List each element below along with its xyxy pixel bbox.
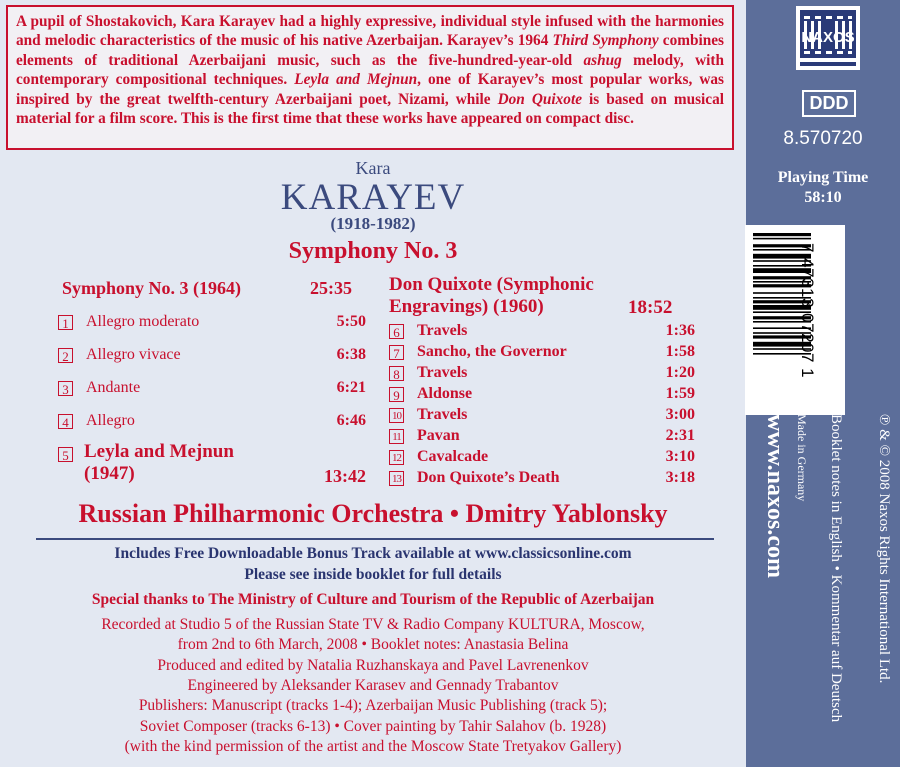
- album-title: Symphony No. 3: [288, 238, 458, 264]
- left-work-title: Symphony No. 3 (1964): [62, 278, 242, 298]
- track-row: [389, 448, 695, 468]
- right-work-duration: 18:52: [628, 297, 673, 318]
- track-row: [58, 379, 366, 399]
- bonus-line-1: Includes Free Downloadable Bonus Track available at www.classicsonline.com: [114, 545, 632, 562]
- credit-line: Recorded at Studio 5 of the Russian State TV & Radio Company KULTURA, Moscow,: [101, 616, 645, 633]
- track-row: [389, 364, 695, 384]
- track-duration: 5:50: [336, 313, 366, 330]
- track-duration: 1:20: [665, 364, 695, 381]
- credit-line: from 2nd to 6th March, 2008 • Booklet notes: Anastasia Belina: [177, 636, 569, 654]
- left-work-duration: 25:35: [310, 278, 352, 298]
- copyright-line: ℗ & © 2008 Naxos Rights International Ltd.: [876, 414, 892, 684]
- track-duration: 2:31: [665, 427, 695, 444]
- track-number: 8: [389, 366, 404, 381]
- composer-dates: (1918-1982): [330, 214, 416, 233]
- track-row: [58, 313, 366, 333]
- track-duration: 6:21: [336, 379, 366, 396]
- catalog-number: 8.570720: [783, 128, 863, 149]
- track-title: Andante: [86, 379, 141, 396]
- leyla-title-line2: (1947): [84, 463, 135, 484]
- barcode-bar: [753, 233, 811, 236]
- barcode-digits: 7 47313 07207 1: [798, 243, 817, 379]
- barcode-bars: [745, 225, 845, 415]
- track-title: Travels: [417, 322, 468, 339]
- track-row: [389, 322, 695, 342]
- track-duration: 6:38: [336, 346, 366, 363]
- barcode-bar: [753, 238, 811, 240]
- right-work-title-line2: Engravings) (1960): [389, 296, 544, 317]
- bonus-line-2: Please see inside booklet for full details: [244, 566, 502, 583]
- track-number: 13: [389, 471, 404, 486]
- special-thanks: Special thanks to The Ministry of Culture and Tourism of the Republic of Azerbaijan: [91, 591, 655, 608]
- track-duration: 1:36: [665, 322, 695, 339]
- track-number: 10: [389, 408, 404, 423]
- credit-line: Produced and edited by Natalia Ruzhanskaya and Pavel Lavrenenkov: [157, 656, 589, 674]
- booklet-notes-line: Booklet notes in English • Kommentar auf Deutsch: [828, 414, 844, 723]
- track-title: Aldonse: [417, 385, 473, 402]
- track-duration: 3:00: [665, 406, 695, 423]
- track-number: 2: [58, 348, 73, 363]
- divider: [36, 538, 714, 540]
- credit-line: Soviet Composer (tracks 6-13) • Cover painting by Tahir Salahov (b. 1928): [139, 717, 607, 735]
- track-number: 9: [389, 387, 404, 402]
- track-title: Allegro moderato: [86, 313, 200, 330]
- track-row: [389, 385, 695, 405]
- barcode: [745, 225, 845, 415]
- track-title: Travels: [417, 406, 468, 423]
- track-row: [58, 346, 366, 366]
- composer-first-name: Kara: [355, 158, 391, 178]
- track-row: [389, 469, 695, 489]
- right-work-title-line1: Don Quixote (Symphonic: [389, 274, 594, 295]
- track-number: 4: [58, 414, 73, 429]
- naxos-logo: [796, 6, 860, 70]
- track-duration: 6:46: [336, 412, 366, 429]
- playing-time: [746, 168, 900, 208]
- track-duration: 1:58: [665, 343, 695, 360]
- track-duration: 3:18: [665, 469, 695, 486]
- track-duration: 3:10: [665, 448, 695, 465]
- playing-time-value: 58:10: [804, 189, 842, 206]
- made-in-line: Made in Germany: [795, 414, 809, 502]
- track-number: 11: [389, 429, 404, 444]
- track-number: 1: [58, 315, 73, 330]
- ddd-badge: DDD: [802, 90, 856, 117]
- intro-paragraph: A pupil of Shostakovich, Kara Karayev had a highly expressive, individual style infused with the harmonies and melodic characteristics of the music of his native Azerbaijan. Karayev’s 1964 Third Symphony combines elements of traditional Azerbaijani music, such as the five-hundred-year-old ashug melody, with contemporary compositional techniques. Leyla and Mejnun, one of Karayev’s most popular works, was inspired by the great twelfth-century Azerbaijani poet, Nizami, while Don Quixote is based on musical material for a film score. This is the first time that these works have appeared on compact disc.: [6, 5, 734, 150]
- track-row: [389, 427, 695, 447]
- credit-line: (with the kind permission of the artist and the Moscow State Tretyakov Gallery): [124, 737, 622, 755]
- track-title: Cavalcade: [417, 448, 489, 465]
- track-title: Allegro: [86, 412, 135, 429]
- track-number: 6: [389, 324, 404, 339]
- track-title: Sancho, the Governor: [417, 343, 567, 360]
- track-number: 7: [389, 345, 404, 360]
- composer-last-name: KARAYEV: [280, 177, 466, 218]
- playing-time-label: Playing Time: [777, 169, 869, 186]
- track-duration: 1:59: [665, 385, 695, 402]
- logo-text: NAXOS: [801, 29, 855, 46]
- leyla-duration: 13:42: [324, 466, 366, 486]
- track-title: Don Quixote’s Death: [417, 469, 560, 486]
- track-title: Pavan: [417, 427, 460, 444]
- track-number: 3: [58, 381, 73, 396]
- track-title: Allegro vivace: [86, 346, 181, 363]
- leyla-title-line1: Leyla and Mejnun: [84, 441, 234, 462]
- credit-line: Publishers: Manuscript (tracks 1-4); Azerbaijan Music Publishing (track 5);: [138, 697, 608, 715]
- track-number: 12: [389, 450, 404, 465]
- website-url[interactable]: www.naxos.com: [762, 414, 788, 579]
- track-number: 5: [58, 447, 73, 462]
- track-row: [389, 406, 695, 426]
- leyla-track: [58, 441, 366, 487]
- track-title: Travels: [417, 364, 468, 381]
- track-row: [389, 343, 695, 363]
- performers: Russian Philharmonic Orchestra • Dmitry Yablonsky: [78, 499, 668, 528]
- credit-line: Engineered by Aleksander Karasev and Gennady Trabantov: [187, 676, 559, 694]
- track-row: [58, 412, 366, 432]
